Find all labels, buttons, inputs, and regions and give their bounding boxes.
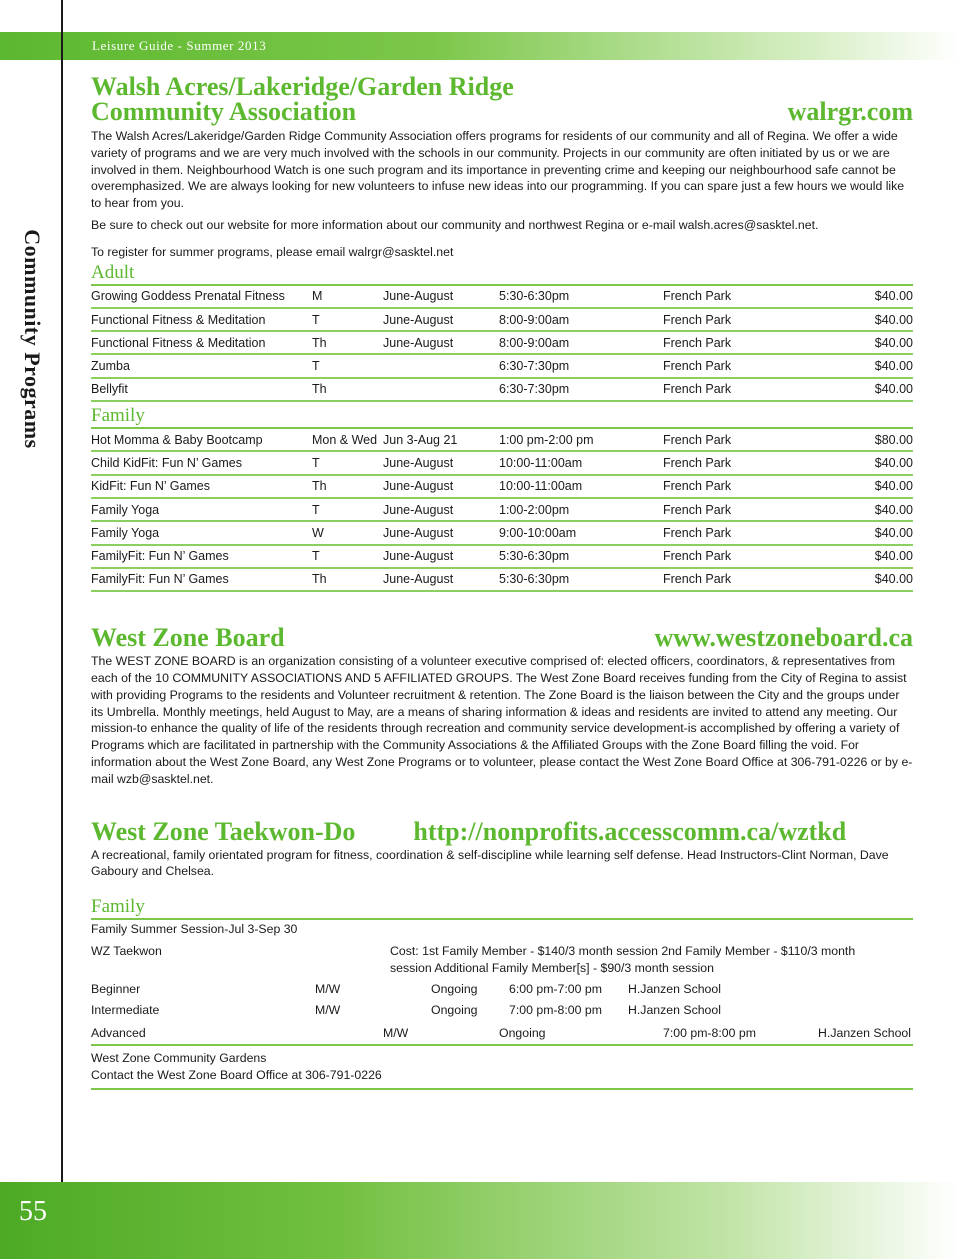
- guide-label: Leisure Guide - Summer 2013: [92, 38, 267, 53]
- program-time: 6:30-7:30pm: [499, 378, 663, 401]
- program-name: Family Yoga: [91, 521, 312, 544]
- tkd-level-row: [91, 1022, 913, 1046]
- walsh-intro: The Walsh Acres/Lakeridge/Garden Ridge Community Association offers programs for residents of our community and all of Regina. We offer a wide variety of programs and we are very much involved with the schools in our community. Projects in our community are often initiated by us or we are involved in them. Neighbourhood Watch is one such program and its importance in preventing crime and keeping our neighbourhood safe cannot be overemphasized. We are always looking for new volunteers to infuse new ideas into our programming. If you can spare just a few hours we would like to hear from you.: [91, 129, 905, 211]
- adult-schedule-table: [91, 286, 913, 402]
- walsh-title-line2: Community Association: [91, 97, 357, 126]
- program-fee: $80.00: [813, 429, 913, 451]
- westzone-intro: The WEST ZONE BOARD is an organization consisting of a volunteer executive comprised of: elected officers, coordinators, & representatives from each of the 10 COMMUNITY ASSOCIATIONS AND 5 AFFILIATED GROUPS. The West Zone Board receives funding from the City of Regina to assist with providing Programs to the residents and Volunteer recruitment & retention. The Zone Board is the liaison between the City and the groups under its Umbrella. Monthly meetings, held August to May, are a means of sharing information & ideas and residents are invited to attend any meeting. Our mission-to enhance the quality of life of the residents through recreation and community service development-is accomplished by offering a variety of Programs which are facilitated in partnership with the Community Associations & the Affiliated Groups with the Zone Board filling the void. For information about the West Zone Board, any West Zone Programs or to volunteer, please contact the West Zone Board Office at 306-791-0226 or by e-mail wzb@sasktel.net.: [91, 654, 913, 786]
- tkd-level-location: H.Janzen School: [628, 1003, 721, 1018]
- tkd-level-days: M/W: [315, 1003, 341, 1018]
- program-dates: June-August: [383, 331, 499, 354]
- program-time: 5:30-6:30pm: [499, 568, 663, 591]
- tkd-level-row: [91, 1000, 913, 1022]
- program-name: Functional Fitness & Meditation: [91, 308, 312, 331]
- program-dates: [383, 354, 499, 377]
- program-dates: June-August: [383, 308, 499, 331]
- adult-heading: Adult: [91, 262, 913, 286]
- program-location: French Park: [663, 498, 813, 521]
- program-location: French Park: [663, 568, 813, 591]
- tkd-level-time: 6:00 pm-7:00 pm: [509, 982, 602, 997]
- program-time: 8:00-9:00am: [499, 331, 663, 354]
- tkd-level-time: 7:00 pm-8:00 pm: [663, 1026, 756, 1041]
- program-location: French Park: [663, 475, 813, 498]
- program-location: French Park: [663, 545, 813, 568]
- tkd-session: Family Summer Session-Jul 3-Sep 30: [91, 922, 298, 937]
- tkd-level-name: Advanced: [91, 1026, 146, 1041]
- program-fee: $40.00: [813, 521, 913, 544]
- taekwondo-title: West Zone Taekwon-Do: [91, 816, 356, 846]
- program-location: French Park: [663, 521, 813, 544]
- program-time: 9:00-10:00am: [499, 521, 663, 544]
- tkd-schedule: [91, 920, 913, 1090]
- walsh-title-row: [91, 99, 913, 124]
- side-section-title: Community Programs: [20, 229, 45, 449]
- walsh-website-note: Be sure to check out our website for more information about our community and northwest Regina or e-mail walsh.acres@sasktel.net.: [91, 217, 819, 232]
- program-fee: $40.00: [813, 286, 913, 308]
- family-heading: Family: [91, 405, 913, 429]
- program-days: Mon & Wed: [312, 429, 383, 451]
- table-row: [91, 568, 913, 591]
- program-time: 10:00-11:00am: [499, 475, 663, 498]
- program-fee: $40.00: [813, 331, 913, 354]
- program-days: T: [312, 545, 383, 568]
- program-days: Th: [312, 568, 383, 591]
- program-name: Hot Momma & Baby Bootcamp: [91, 429, 312, 451]
- program-dates: June-August: [383, 286, 499, 308]
- program-time: 1:00 pm-2:00 pm: [499, 429, 663, 451]
- program-dates: June-August: [383, 451, 499, 474]
- program-fee: $40.00: [813, 378, 913, 401]
- program-name: Functional Fitness & Meditation: [91, 331, 312, 354]
- tkd-level-location: H.Janzen School: [628, 982, 721, 997]
- program-fee: $40.00: [813, 308, 913, 331]
- tkd-gardens-block: [91, 1046, 913, 1090]
- program-fee: $40.00: [813, 545, 913, 568]
- tkd-level-location: H.Janzen School: [818, 1026, 911, 1041]
- table-row: [91, 521, 913, 544]
- program-name: Growing Goddess Prenatal Fitness: [91, 286, 312, 308]
- program-dates: Jun 3-Aug 21: [383, 429, 499, 451]
- program-fee: $40.00: [813, 475, 913, 498]
- tkd-level-status: Ongoing: [431, 1003, 478, 1018]
- program-time: 10:00-11:00am: [499, 451, 663, 474]
- tkd-level-name: Beginner: [91, 982, 141, 997]
- program-name: Family Yoga: [91, 498, 312, 521]
- taekwondo-title-row: [91, 816, 913, 846]
- program-time: 5:30-6:30pm: [499, 286, 663, 308]
- tkd-gardens-line1: West Zone Community Gardens: [91, 1051, 267, 1066]
- program-dates: June-August: [383, 498, 499, 521]
- taekwondo-intro: A recreational, family orientated program for fitness, coordination & self-discipline while learning self defense. Head Instructors-Clint Norman, Dave Gaboury and Chelsea.: [91, 847, 889, 879]
- program-dates: June-August: [383, 545, 499, 568]
- program-name: Bellyfit: [91, 378, 312, 401]
- header-bar: [0, 32, 960, 60]
- tkd-cost-line2: session Additional Family Member[s] - $90/3 month session: [390, 961, 714, 976]
- program-time: 8:00-9:00am: [499, 308, 663, 331]
- program-location: French Park: [663, 286, 813, 308]
- table-row: [91, 545, 913, 568]
- tkd-cost-line1: Cost: 1st Family Member - $140/3 month session 2nd Family Member - $110/3 month: [390, 944, 856, 959]
- program-fee: $40.00: [813, 498, 913, 521]
- tkd-level-status: Ongoing: [431, 982, 478, 997]
- westzone-title: West Zone Board: [91, 623, 285, 653]
- program-name: Child KidFit: Fun N’ Games: [91, 451, 312, 474]
- tkd-program-row: [91, 940, 913, 978]
- tkd-level-time: 7:00 pm-8:00 pm: [509, 1003, 602, 1018]
- program-name: FamilyFit: Fun N’ Games: [91, 568, 312, 591]
- tkd-session-row: [91, 920, 913, 940]
- program-location: French Park: [663, 429, 813, 451]
- walsh-register-note: To register for summer programs, please email walrgr@sasktel.net: [91, 244, 454, 259]
- program-location: French Park: [663, 331, 813, 354]
- program-name: FamilyFit: Fun N’ Games: [91, 545, 312, 568]
- table-row: [91, 331, 913, 354]
- table-row: [91, 378, 913, 401]
- program-days: T: [312, 498, 383, 521]
- walsh-website-link[interactable]: walrgr.com: [787, 97, 913, 126]
- program-location: French Park: [663, 308, 813, 331]
- program-fee: $40.00: [813, 568, 913, 591]
- taekwondo-website-link[interactable]: http://nonprofits.accesscomm.ca/wztkd: [413, 816, 847, 846]
- program-days: T: [312, 451, 383, 474]
- westzone-website-link[interactable]: www.westzoneboard.ca: [654, 623, 913, 653]
- margin-rule: [61, 0, 63, 1182]
- program-dates: [383, 378, 499, 401]
- tkd-level-row: [91, 978, 913, 1000]
- page-number: 55: [19, 1196, 47, 1227]
- program-days: W: [312, 521, 383, 544]
- program-location: French Park: [663, 378, 813, 401]
- program-fee: $40.00: [813, 354, 913, 377]
- program-location: French Park: [663, 354, 813, 377]
- program-dates: June-August: [383, 475, 499, 498]
- tkd-gardens-line2: Contact the West Zone Board Office at 306-791-0226: [91, 1067, 382, 1082]
- program-days: Th: [312, 331, 383, 354]
- program-days: M: [312, 286, 383, 308]
- westzone-title-row: [91, 623, 913, 653]
- program-dates: June-August: [383, 521, 499, 544]
- table-row: [91, 498, 913, 521]
- table-row: [91, 308, 913, 331]
- program-days: T: [312, 308, 383, 331]
- tkd-level-status: Ongoing: [499, 1026, 546, 1041]
- footer-bar: [0, 1182, 960, 1259]
- tkd-program-name: WZ Taekwon: [91, 944, 162, 959]
- tkd-level-days: M/W: [315, 982, 341, 997]
- program-name: KidFit: Fun N’ Games: [91, 475, 312, 498]
- program-days: T: [312, 354, 383, 377]
- program-days: Th: [312, 378, 383, 401]
- table-row: [91, 286, 913, 308]
- table-row: [91, 475, 913, 498]
- program-dates: June-August: [383, 568, 499, 591]
- program-days: Th: [312, 475, 383, 498]
- table-row: [91, 429, 913, 451]
- program-time: 5:30-6:30pm: [499, 545, 663, 568]
- family-schedule-table: [91, 429, 913, 592]
- program-name: Zumba: [91, 354, 312, 377]
- page-content: [91, 74, 913, 1090]
- tkd-level-name: Intermediate: [91, 1003, 160, 1018]
- program-time: 1:00-2:00pm: [499, 498, 663, 521]
- table-row: [91, 354, 913, 377]
- program-location: French Park: [663, 451, 813, 474]
- walsh-title-line1: Walsh Acres/Lakeridge/Garden Ridge: [91, 72, 514, 101]
- program-fee: $40.00: [813, 451, 913, 474]
- tkd-family-heading: Family: [91, 896, 913, 920]
- tkd-level-days: M/W: [383, 1026, 409, 1041]
- program-time: 6:30-7:30pm: [499, 354, 663, 377]
- table-row: [91, 451, 913, 474]
